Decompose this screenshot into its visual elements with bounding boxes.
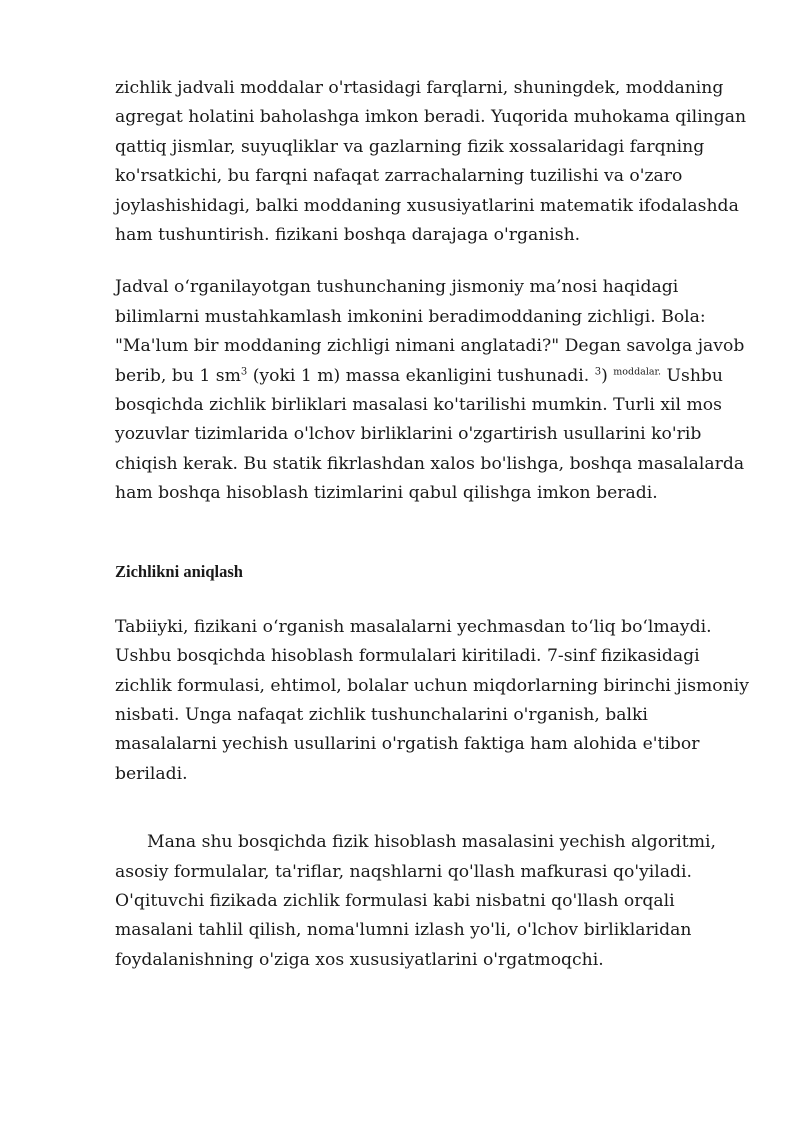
superscript-cubed-1: 3	[240, 365, 248, 377]
paragraph-2-text-1: Jadval o‘rganilayotgan tushunchaning jismoniy ma’nosi haqidagi bilimlarni mustahkamlash imkonini beradimoddaning zichligi. Bola: "Ma'lum bir moddaning zichligi nimani anglatadi?" Degan savolga javob berib, bu 1 sm	[115, 277, 745, 386]
paragraph-2-text-2: (yoki 1 m) massa ekanligini tushunadi.	[247, 365, 595, 386]
paragraph-1: zichlik jadvali moddalar o'rtasidagi farqlarni, shuningdek, moddaning agregat holatini baholashga imkon beradi. Yuqorida muhokama qilingan qattiq jismlar, suyuqliklar va gazlarning fizik xossalaridagi farqning ko'rsatkichi, bu farqni nafaqat zarrachalarning tuzilishi va o'zaro joylashishidagi, balki moddaning xususiyatlarini matematik ifodalashda ham tushuntirish. fizikani boshqa darajaga o'rganish.	[115, 78, 747, 246]
document-page	[115, 74, 755, 975]
paragraph-2-text-4: Ushbu bosqichda zichlik birliklari masalasi ko'tarilishi mumkin. Turli xil mos yozuvlar tizimlarida o'lchov birliklarini o'zgartirish usullarini ko'rib chiqish kerak. Bu statik fikrlashdan xalos bo'lishga, boshqa masalalarda ham boshqa hisoblash tizimlarini qabul qilishga imkon beradi.	[115, 365, 745, 504]
paragraph-3: Tabiiyki, fizikani o‘rganish masalalarni yechmasdan to‘liq bo‘lmaydi. Ushbu bosqichda hisoblash formulalari kiritiladi. 7-sinf fizikasidagi zichlik formulasi, ehtimol, bolalar uchun miqdorlarning birinchi jismoniy nisbati. Unga nafaqat zichlik tushunchalarini o'rganish, balki masalalarni yechish usullarini o'rgatish faktiga ham alohida e'tibor beriladi.	[115, 616, 749, 784]
paragraph-2	[115, 273, 755, 508]
paragraph-2-text-3: )	[601, 365, 614, 386]
superscript-cubed-2: 3	[594, 365, 602, 377]
section-heading: Zichlikni aniqlash	[115, 561, 243, 581]
superscript-moddalar: moddalar.	[613, 365, 662, 377]
paragraph-4: Mana shu bosqichda fizik hisoblash masalasini yechish algoritmi, asosiy formulalar, ta'riflar, naqshlarni qo'llash mafkurasi qo'yiladi. O'qituvchi fizikada zichlik formulasi kabi nisbatni qo'llash orqali masalani tahlil qilish, noma'lumni izlash yo'li, o'lchov birliklaridan foydalanishning o'ziga xos xususiyatlarini o'rgatmoqchi.	[115, 832, 716, 970]
